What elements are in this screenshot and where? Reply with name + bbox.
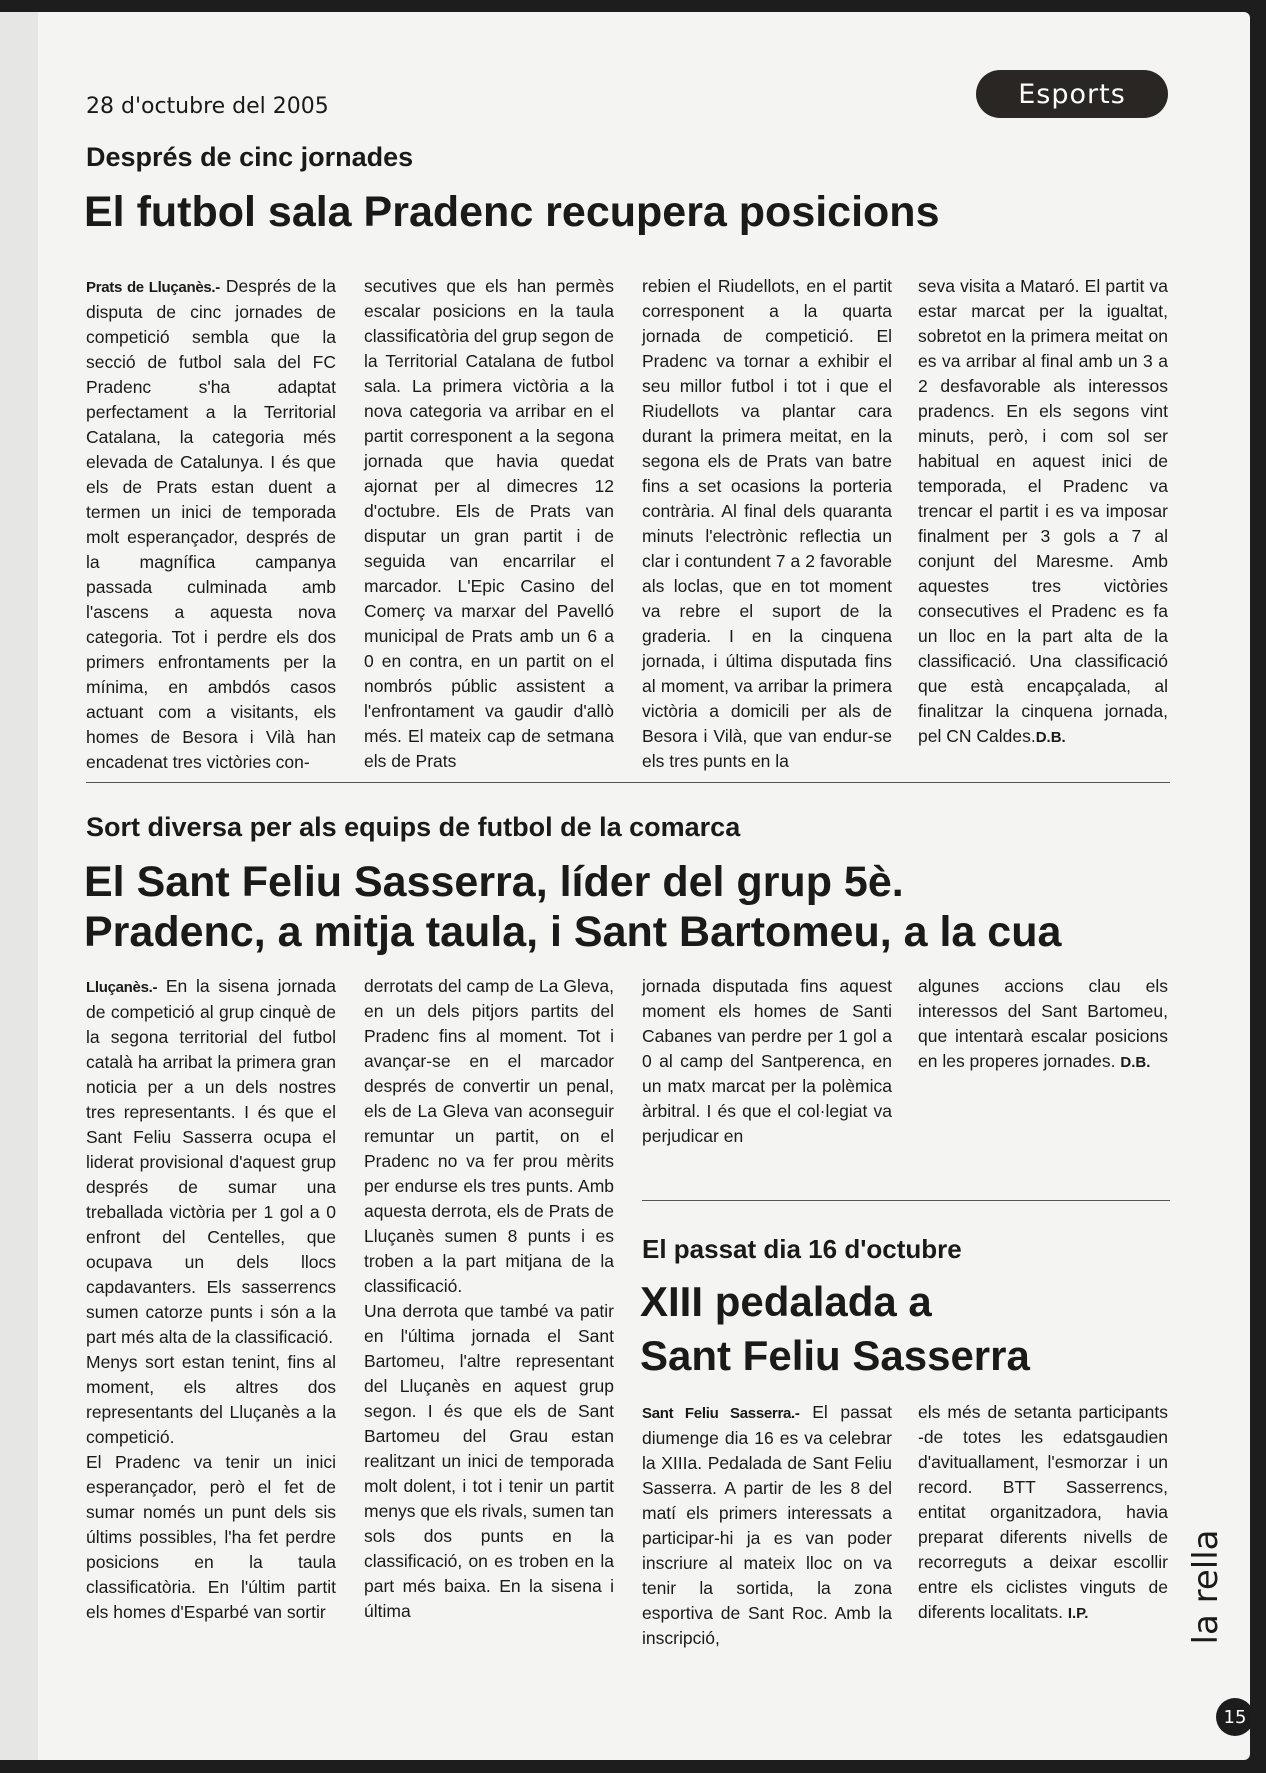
article2-text-4: algunes accions clau els interessos del Sant Bartomeu, que intentarà escalar posicions en les properes jornades. xyxy=(918,976,1168,1071)
magazine-brand-text: la rella xyxy=(1186,1529,1226,1645)
article3-signature: I.P. xyxy=(1067,1605,1089,1622)
article1-byline: Prats de Lluçanès.- xyxy=(86,279,220,296)
article1-column-3 xyxy=(642,274,892,774)
article2-column-2 xyxy=(364,974,614,1624)
article1-text-1: Després de la disputa de cinc jornades de competició sembla que la secció de futbol sala del FC Pradenc s'ha adaptat perfectament a la Territorial Catalana, la categoria més elevada de Catalunya. I és que els de Prats estan duent a termen un inici de temporada molt esperançador, després de la magnífica campanya passada culminada amb l'ascens a aquesta nova categoria. Tot i perdre els dos primers enfrontaments per la mínima, en ambdós casos actuant com a visitants, els homes de Besora i Vilà han encadenat tres victòries con- xyxy=(86,276,336,772)
article1-column-2 xyxy=(364,274,614,774)
article3-text-2: els més de setanta participants -de totes les edatsgaudien d'avituallament, l'esmorzar i un record. BTT Sasserrencs, entitat organitzadora, havia preparat diferents nivells de recorreguts a deixar escollir entre els ciclistes vinguts de diferents localitats. xyxy=(918,1402,1168,1622)
article2-text-1c: El Pradenc va tenir un inici esperançador, però el fet de sumar només un punt dels sis últims possibles, l'ha fet perdre posicions en la taula classificatòria. En l'últim partit els homes d'Esparbé van sortir xyxy=(86,1452,336,1622)
article-divider xyxy=(86,782,1170,783)
article1-headline: El futbol sala Pradenc recupera posicions xyxy=(84,188,940,236)
page-number-badge: 15 xyxy=(1216,1698,1250,1736)
article2-text-2a: derrotats del camp de La Gleva, en un dels pitjors partits del Pradenc fins al moment. Tot i avançar-se en el marcador després de convertir un penal, els de La Gleva van aconseguir remuntar un partit, on el Pradenc no va fer prou mèrits per endurse els tres punts. Amb aquesta derrota, els de Prats de Lluçanès sumen 8 punts i es troben a la part mitjana de la classificació. xyxy=(364,976,614,1296)
article3-byline: Sant Feliu Sasserra.- xyxy=(642,1405,800,1422)
article3-headline-line-2: Sant Feliu Sasserra xyxy=(640,1332,1030,1379)
article3-column-1 xyxy=(642,1400,892,1651)
boxed-article-divider xyxy=(642,1200,1170,1201)
magazine-brand xyxy=(1186,1512,1226,1662)
article1-text-2: secutives que els han permès escalar posicions en la taula classificatòria del grup segon de la Territorial Catalana de futbol sala. La primera victòria a la nova categoria va arribar en el partit corresponent a la segona jornada que havia quedat ajornat per al dimecres 12 d'octubre. Els de Prats van disputar un gran partit i de seguida van encarrilar el marcador. L'Epic Casino del Comerç va marxar del Pavelló municipal de Prats amb un 6 a 0 en contra, en un partit on el nombrós públic assistent a l'enfrontament va gaudir d'allò més. El mateix cap de setmana els de Prats xyxy=(364,276,615,771)
article2-text-1b: Menys sort estan tenint, fins al moment, els altres dos representants del Lluçanès a la competició. xyxy=(86,1352,336,1447)
issue-date: 28 d'octubre del 2005 xyxy=(86,94,329,119)
article3-text-1: El passat diumenge dia 16 es va celebrar la XIIIa. Pedalada de Sant Feliu Sasserra. A partir de les 8 del matí els primers interessats a participar-hi ja es van poder inscriure al mateix lloc on va tenir la sortida, la zona esportiva de Sant Roc. Amb la inscripció, xyxy=(642,1402,892,1648)
article2-column-3 xyxy=(642,974,892,1149)
article1-column-4 xyxy=(918,274,1168,750)
article3-column-2 xyxy=(918,1400,1168,1626)
article2-column-4 xyxy=(918,974,1168,1075)
article2-text-1a: En la sisena jornada de competició al grup cinquè de la segona territorial del futbol català ha arribat la primera gran noticia per a un dels nostres tres representants. I és que el Sant Feliu Sasserra ocupa el liderat provisional d'aquest grup després de sumar una treballada victòria per 1 gol a 0 enfront del Centelles, que ocupava un dels llocs capdavanters. Els sasserrencs sumen catorze punts i són a la part més alta de la classificació. xyxy=(86,976,336,1347)
article1-signature: D.B. xyxy=(1035,729,1066,746)
article2-text-3: jornada disputada fins aquest moment els homes de Santi Cabanes van perdre per 1 gol a 0 al camp del Santperenca, en un matx marcat per la polèmica àrbitral. I és que el col·legiat va perjudicar en xyxy=(642,976,892,1146)
article2-byline: Lluçanès.- xyxy=(86,979,158,996)
article2-column-1 xyxy=(86,974,336,1625)
article2-headline-line-1: El Sant Feliu Sasserra, líder del grup 5è. xyxy=(84,858,904,906)
section-badge: Esports xyxy=(976,70,1168,118)
article3-kicker: El passat dia 16 d'octubre xyxy=(642,1234,962,1264)
article2-headline-line-2: Pradenc, a mitja taula, i Sant Bartomeu, a la cua xyxy=(84,908,1062,956)
article1-kicker: Després de cinc jornades xyxy=(86,142,414,172)
article2-text-2b: Una derrota que també va patir en l'última jornada el Sant Bartomeu, l'altre representant del Lluçanès en aquest grup segon. I és que els de Sant Bartomeu del Grau estan realitzant un inici de temporada molt dolent, i tot i tenir un partit menys que els rivals, sumen tan sols dos punts en la classificació, on es troben en la part més baixa. En la sisena i última xyxy=(364,1301,614,1621)
article3-headline-line-1: XIII pedalada a xyxy=(640,1278,932,1325)
facing-page-edge xyxy=(0,12,39,1760)
article1-column-1 xyxy=(86,274,336,775)
article2-kicker: Sort diversa per als equips de futbol de la comarca xyxy=(86,812,741,842)
article2-signature: D.B. xyxy=(1120,1054,1151,1071)
article1-text-3: rebien el Riudellots, en el partit corresponent a la quarta jornada de competició. El Pradenc va tornar a exhibir el seu millor futbol i tot i que el Riudellots va plantar cara durant la primera meitat, en la segona els de Prats van batre fins a set ocasions la porteria contrària. Al final dels quaranta minuts l'electrònic reflectia un clar i contundent 7 a 2 favorable als loclas, que en tot moment va rebre el suport de la graderia. I en la cinquena jornada, i última disputada fins al moment, va arribar la primera victòria a domicili per als de Besora i Vilà, que van endur-se els tres punts en la xyxy=(642,276,892,771)
article1-text-4: seva visita a Mataró. El partit va estar marcat per la igualtat, sobretot en la primera meitat on es va arribar al final amb un 3 a 2 desfavorable als interessos pradencs. En els segons vint minuts, però, i com sol ser habitual en aquest inici de temporada, el Pradenc va trencar el partit i es va imposar finalment per 3 gols a 7 al conjunt del Maresme. Amb aquestes tres victòries consecutives el Pradenc es fa un lloc en la part alta de la classificació. Una classificació que està encapçalada, al finalitzar la cinquena jornada, pel CN Caldes. xyxy=(918,276,1168,746)
magazine-page xyxy=(38,12,1250,1760)
